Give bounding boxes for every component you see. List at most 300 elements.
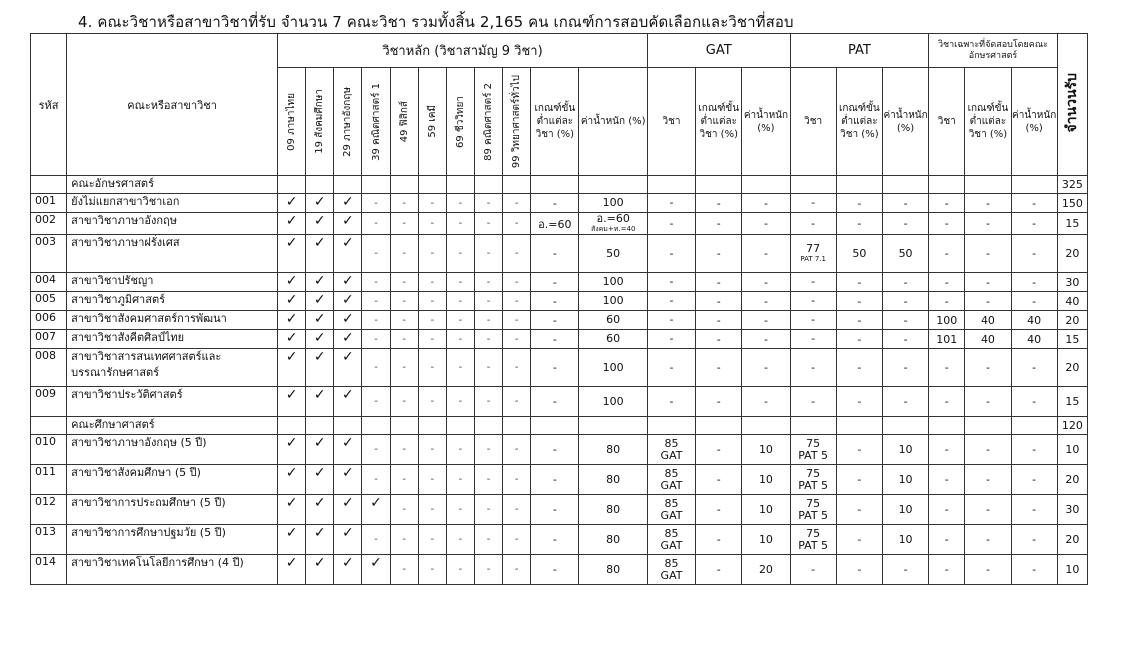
check-mark: ✓ [334,330,362,349]
dash-cell: - [390,273,418,292]
faculty-amount: 120 [1057,417,1087,435]
row-code: 004 [31,273,67,292]
row-name: สาขาวิชาภาษาอังกฤษ (5 ปี) [67,435,278,465]
pat-subject [790,311,836,330]
weight-value: 80 [606,562,621,576]
row-name: สาขาวิชาประวัติศาสตร์ [67,387,278,417]
dash-cell: - [474,292,502,311]
dash-cell: - [503,330,531,349]
gat-value: - [669,294,674,307]
special-min: - [965,273,1011,292]
header-subject-2 [334,68,362,176]
header-gat-weight: ค่าน้ำหนัก (%) [742,68,790,176]
weight-value: 100 [602,196,624,209]
header-core-group: วิชาหลัก (วิชาสามัญ 9 วิชา) [278,34,648,68]
weight-value: 60 [606,332,621,345]
dash-cell: - [446,465,474,495]
min-score: - [531,435,579,465]
dash-cell: - [362,213,390,235]
gat-min: - [696,435,742,465]
header-pat-min: เกณฑ์ขั้นต่ำแต่ละวิชา (%) [836,68,882,176]
empty-cell [836,176,882,194]
min-score: - [531,292,579,311]
dash-cell: - [390,213,418,235]
table-row [31,465,1088,495]
gat-label: GAT [660,568,683,582]
special-min: - [965,387,1011,417]
dash-cell: - [390,330,418,349]
empty-cell [579,417,647,435]
check-mark: ✓ [306,435,334,465]
pat-weight: 10 [882,435,928,465]
special-subject: - [929,194,965,213]
gat-min: - [696,525,742,555]
row-name: สาขาวิชาสังคีตศิลป์ไทย [67,330,278,349]
pat-value: - [811,196,816,209]
row-code: 008 [31,349,67,387]
header-gat-min: เกณฑ์ขั้นต่ำแต่ละวิชา (%) [696,68,742,176]
row-amount: 15 [1057,387,1087,417]
special-min: 40 [965,330,1011,349]
min-score: - [531,349,579,387]
admission-table [30,33,1088,585]
check-mark: ✓ [334,387,362,417]
dash-cell: - [503,435,531,465]
row-code [31,417,67,435]
check-mark: ✓ [334,349,362,387]
empty-cell [929,176,965,194]
check-mark: ✓ [306,387,334,417]
gat-min: - [696,555,742,585]
gat-min: - [696,292,742,311]
row-name: สาขาวิชาภูมิศาสตร์ [67,292,278,311]
pat-weight: - [882,194,928,213]
weight [579,465,647,495]
special-weight: - [1011,235,1057,273]
gat-weight: 10 [742,435,790,465]
dash-cell: - [446,330,474,349]
gat-subject [647,273,695,292]
row-amount: 30 [1057,495,1087,525]
pat-weight: 10 [882,495,928,525]
empty-cell [390,176,418,194]
dash-cell: - [503,292,531,311]
header-special-group: วิชาเฉพาะที่จัดสอบโดยคณะอักษรศาสตร์ [929,34,1058,68]
dash-cell: - [418,273,446,292]
row-name: สาขาวิชาเทคโนโลยีการศึกษา (4 ปี) [67,555,278,585]
pat-value: 75 [806,466,821,480]
empty-cell [790,417,836,435]
gat-min: - [696,465,742,495]
gat-weight: - [742,349,790,387]
min-score: - [531,465,579,495]
header-gat-subject: วิชา [647,68,695,176]
empty-cell [362,417,390,435]
special-weight: - [1011,495,1057,525]
dash-cell: - [390,349,418,387]
pat-min: - [836,387,882,417]
pat-subject [790,465,836,495]
dash-cell: - [474,465,502,495]
dash-cell: - [418,349,446,387]
weight [579,495,647,525]
pat-value: - [811,562,816,576]
special-weight: 40 [1011,330,1057,349]
header-subject-label: 99 วิทยาศาสตร์ทั่วไป [511,74,523,169]
header-pat-subject: วิชา [790,68,836,176]
pat-value: 75 [806,496,821,510]
gat-value: - [669,332,674,345]
pat-label: PAT 5 [798,508,829,522]
dash-cell: - [418,311,446,330]
row-code: 002 [31,213,67,235]
pat-weight: - [882,273,928,292]
empty-cell [742,176,790,194]
check-mark: ✓ [334,435,362,465]
empty-cell [446,176,474,194]
special-weight: - [1011,194,1057,213]
gat-subject [647,194,695,213]
row-name: สาขาวิชาสารสนเทศศาสตร์และบรรณารักษศาสตร์ [67,349,278,387]
pat-weight: - [882,387,928,417]
special-min: - [965,292,1011,311]
row-code [31,176,67,194]
dash-cell: - [503,525,531,555]
header-subject-label: 49 ฟิสิกส์ [398,100,410,143]
pat-weight: - [882,292,928,311]
gat-value: - [669,394,674,408]
table-row [31,555,1088,585]
header-subject-6 [446,68,474,176]
weight-value: 80 [606,442,621,456]
table-row [31,292,1088,311]
check-mark: ✓ [278,273,306,292]
header-special-subject: วิชา [929,68,965,176]
pat-weight: - [882,213,928,235]
header-subject-label: 89 คณิตศาสตร์ 2 [483,82,495,161]
pat-label: PAT 5 [798,538,829,552]
special-weight: - [1011,273,1057,292]
special-subject: - [929,465,965,495]
gat-value: - [669,216,674,230]
dash-cell: - [503,213,531,235]
empty-cell [696,176,742,194]
pat-value: 75 [806,436,821,450]
weight-value: 100 [602,294,624,307]
check-mark: ✓ [306,292,334,311]
empty-cell [278,176,306,194]
gat-weight: 10 [742,495,790,525]
gat-value: - [669,275,674,288]
pat-subject [790,349,836,387]
row-name: สาขาวิชาการศึกษาปฐมวัย (5 ปี) [67,525,278,555]
dash-cell: - [503,387,531,417]
dash-cell: - [503,349,531,387]
empty-cell [474,176,502,194]
header-subject-7 [474,68,502,176]
gat-subject [647,311,695,330]
check-mark: ✓ [278,311,306,330]
dash-cell: - [362,349,390,387]
gat-weight: - [742,387,790,417]
special-weight: - [1011,387,1057,417]
pat-weight: - [882,330,928,349]
pat-weight: 10 [882,525,928,555]
row-code: 003 [31,235,67,273]
special-min: - [965,435,1011,465]
dash-cell: - [446,387,474,417]
empty-cell [882,176,928,194]
dash-cell: - [474,555,502,585]
gat-value: - [669,246,674,260]
special-min: - [965,194,1011,213]
row-amount: 40 [1057,292,1087,311]
header-gat-group: GAT [647,34,790,68]
dash-cell: - [390,435,418,465]
row-amount: 20 [1057,311,1087,330]
gat-min: - [696,495,742,525]
weight [579,235,647,273]
table-row [31,495,1088,525]
dash-cell: - [390,311,418,330]
header-min-score: เกณฑ์ขั้นต่ำแต่ละวิชา (%) [531,68,579,176]
weight-value: 50 [606,246,621,260]
gat-min: - [696,311,742,330]
table-row [31,525,1088,555]
dash-cell: - [390,194,418,213]
min-score: อ.=60 [531,213,579,235]
dash-cell: - [503,235,531,273]
gat-weight: 10 [742,465,790,495]
check-mark: ✓ [334,213,362,235]
special-min: - [965,349,1011,387]
pat-subject [790,213,836,235]
header-subject-0 [278,68,306,176]
pat-min: - [836,213,882,235]
min-score: - [531,273,579,292]
dash-cell: - [390,495,418,525]
gat-subject [647,387,695,417]
dash-cell: - [446,311,474,330]
header-subject-label: 59 เคมี [426,105,438,138]
header-pat-group: PAT [790,34,929,68]
special-subject: - [929,213,965,235]
check-mark: ✓ [278,235,306,273]
gat-min: - [696,273,742,292]
row-name: สาขาวิชาภาษาฝรั่งเศส [67,235,278,273]
special-subject: - [929,349,965,387]
table-row [31,435,1088,465]
gat-label: GAT [660,538,683,552]
dash-cell: - [362,311,390,330]
gat-min: - [696,349,742,387]
dash-cell: - [362,235,390,273]
dash-cell: - [418,194,446,213]
pat-subject [790,235,836,273]
special-weight: - [1011,213,1057,235]
special-min: - [965,235,1011,273]
gat-subject [647,435,695,465]
check-mark: ✓ [278,465,306,495]
gat-subject [647,330,695,349]
special-weight: - [1011,349,1057,387]
gat-weight: - [742,330,790,349]
pat-subject [790,495,836,525]
dash-cell: - [418,387,446,417]
weight-value: อ.=60 [596,212,630,225]
dash-cell: - [474,387,502,417]
check-mark: ✓ [334,555,362,585]
empty-cell [418,417,446,435]
empty-cell [334,417,362,435]
check-mark: ✓ [278,292,306,311]
special-min: - [965,555,1011,585]
check-mark: ✓ [334,194,362,213]
header-special-weight: ค่าน้ำหนัก (%) [1011,68,1057,176]
weight [579,435,647,465]
dash-cell: - [503,465,531,495]
weight [579,273,647,292]
dash-cell: - [474,435,502,465]
dash-cell: - [446,555,474,585]
check-mark: ✓ [278,525,306,555]
pat-min: - [836,349,882,387]
row-amount: 20 [1057,525,1087,555]
header-special-min: เกณฑ์ขั้นต่ำแต่ละวิชา (%) [965,68,1011,176]
table-row [31,194,1088,213]
header-code: รหัส [31,34,67,176]
empty-cell [503,176,531,194]
weight-value: 80 [606,502,621,516]
dash-cell: - [362,435,390,465]
pat-subject [790,435,836,465]
check-mark: ✓ [306,213,334,235]
row-code: 014 [31,555,67,585]
check-mark: ✓ [306,330,334,349]
header-subject-8 [503,68,531,176]
gat-weight: 20 [742,555,790,585]
check-mark: ✓ [306,194,334,213]
header-subject-label: 69 ชีววิทยา [454,95,466,148]
special-min: 40 [965,311,1011,330]
pat-min: - [836,555,882,585]
dash-cell: - [446,273,474,292]
dash-cell: - [362,194,390,213]
faculty-name: คณะศึกษาศาสตร์ [67,417,278,435]
pat-min: - [836,292,882,311]
gat-value: 85 [664,436,679,450]
table-row [31,235,1088,273]
header-amount [1057,34,1087,176]
weight-value: 100 [602,360,624,374]
empty-cell [647,176,695,194]
pat-min: - [836,273,882,292]
row-name: สาขาวิชาการประถมศึกษา (5 ปี) [67,495,278,525]
dash-cell: - [474,311,502,330]
row-code: 009 [31,387,67,417]
empty-cell [418,176,446,194]
gat-subject [647,292,695,311]
pat-min: - [836,311,882,330]
check-mark: ✓ [362,555,390,585]
empty-cell [965,417,1011,435]
dash-cell: - [418,495,446,525]
pat-subject [790,273,836,292]
row-amount: 20 [1057,235,1087,273]
pat-value: - [811,216,816,230]
dash-cell: - [446,292,474,311]
row-amount: 10 [1057,555,1087,585]
row-code: 007 [31,330,67,349]
empty-cell [696,417,742,435]
special-min: - [965,465,1011,495]
pat-value: - [811,360,816,374]
empty-cell [278,417,306,435]
gat-min: - [696,235,742,273]
gat-min: - [696,387,742,417]
special-subject: - [929,495,965,525]
weight [579,311,647,330]
dash-cell: - [446,435,474,465]
dash-cell: - [418,435,446,465]
dash-cell: - [503,273,531,292]
pat-subject [790,387,836,417]
check-mark: ✓ [334,525,362,555]
empty-cell [503,417,531,435]
check-mark: ✓ [362,495,390,525]
gat-min: - [696,194,742,213]
header-faculty: คณะหรือสาขาวิชา [67,34,278,176]
empty-cell [446,417,474,435]
row-code: 006 [31,311,67,330]
weight [579,194,647,213]
gat-weight: - [742,311,790,330]
table-row [31,349,1088,387]
weight [579,330,647,349]
empty-cell [306,176,334,194]
special-weight: - [1011,465,1057,495]
gat-weight: - [742,235,790,273]
dash-cell: - [418,465,446,495]
dash-cell: - [474,525,502,555]
weight [579,555,647,585]
dash-cell: - [390,235,418,273]
check-mark: ✓ [334,273,362,292]
check-mark: ✓ [334,311,362,330]
row-name: สาขาวิชาภาษาอังกฤษ [67,213,278,235]
row-name: ยังไม่แยกสาขาวิชาเอก [67,194,278,213]
header-subject-label: 19 สังคมศึกษา [314,89,326,154]
empty-cell [334,176,362,194]
gat-min: - [696,330,742,349]
pat-subject [790,555,836,585]
header-subject-label: 39 คณิตศาสตร์ 1 [370,82,382,161]
weight [579,213,647,235]
min-score: - [531,555,579,585]
gat-value: 85 [664,496,679,510]
header-subject-label: 09 ภาษาไทย [286,92,298,151]
header-subject-3 [362,68,390,176]
pat-value: - [811,313,816,326]
gat-label: GAT [660,478,683,492]
gat-value: - [669,360,674,374]
row-amount: 150 [1057,194,1087,213]
special-subject: - [929,273,965,292]
empty-cell [1011,176,1057,194]
check-mark: ✓ [306,525,334,555]
gat-value: 85 [664,526,679,540]
min-score: - [531,495,579,525]
